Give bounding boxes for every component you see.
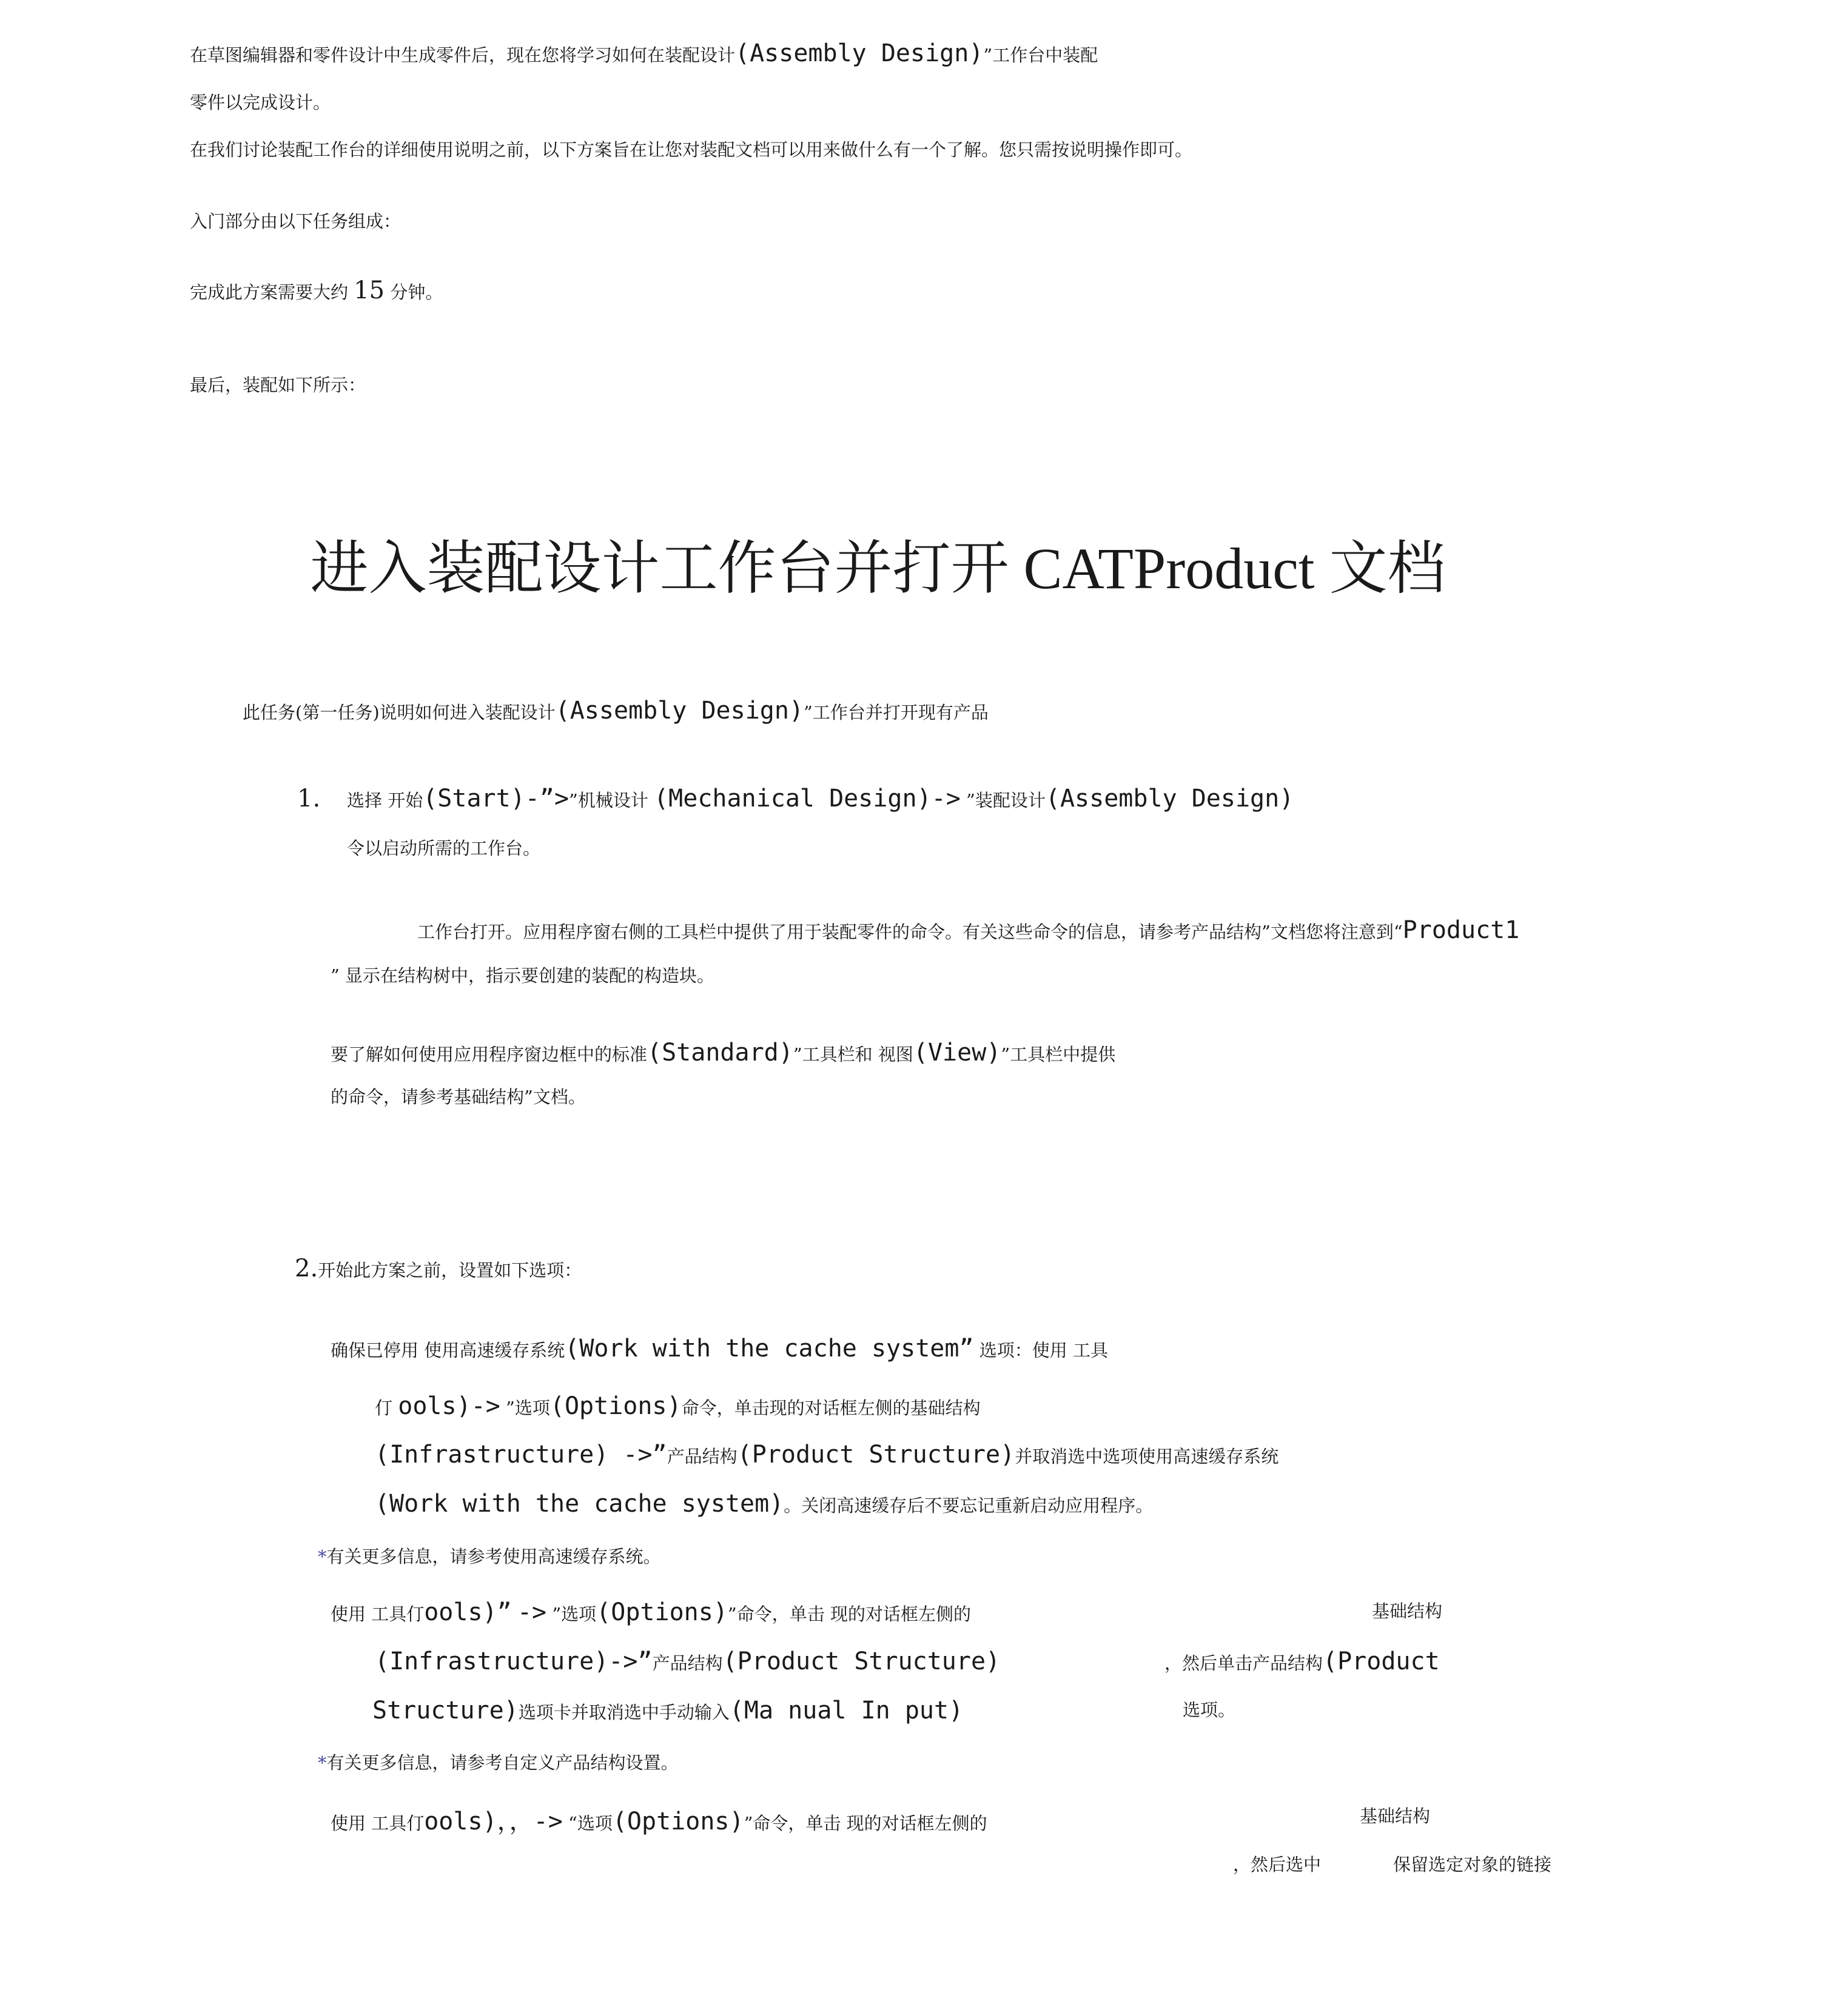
product1-label: Product1 bbox=[1402, 916, 1520, 944]
cache-system-term: (Work with the cache system) bbox=[375, 1490, 784, 1518]
tools-term: ools)-> bbox=[398, 1392, 500, 1420]
tools-term: ools)，，-> bbox=[424, 1808, 563, 1835]
step-2-intro: 开始此方案之前，设置如下选项： bbox=[318, 1260, 582, 1281]
option-2-line-3 bbox=[372, 1696, 963, 1725]
option-3-line-1 bbox=[331, 1807, 987, 1836]
note-marker: * bbox=[318, 1752, 327, 1773]
step-2-heading bbox=[295, 1254, 582, 1283]
view-toolbar-term: (View) bbox=[913, 1039, 1001, 1067]
step-text: 要了解如何使用应用程序窗边框中的标准 bbox=[331, 1044, 648, 1065]
step-1-para-2-line-2: 的命令，请参考基础结构”文档。 bbox=[331, 1087, 586, 1107]
step-1-number: 1. bbox=[297, 785, 321, 813]
menu-assembly-design: (Assembly Design) bbox=[1045, 785, 1294, 813]
step-text: 选择 开始 bbox=[347, 790, 423, 811]
step-text: ”工具栏和 视图 bbox=[793, 1044, 913, 1065]
intro-line-6: 最后，装配如下所示： bbox=[190, 375, 366, 395]
intro-line-2: 零件以完成设计。 bbox=[190, 92, 331, 113]
menu-start: (Start)-”> bbox=[423, 785, 570, 813]
note-text: 有关更多信息，请参考自定义产品结构设置。 bbox=[326, 1752, 679, 1773]
option-text: ”命令，单击 现的对话框左侧的 bbox=[744, 1813, 987, 1834]
step-1-para-1-line-2: ” 显示在结构树中，指示要创建的装配的构造块。 bbox=[331, 965, 715, 986]
options-term: (Options) bbox=[596, 1598, 728, 1626]
option-text: ，然后单击产品结构 bbox=[1164, 1653, 1323, 1674]
option-1-line-2 bbox=[375, 1392, 981, 1421]
product-structure-term: (Product bbox=[1323, 1647, 1440, 1675]
option-text: 并取消选中选项使用高速缓存系统 bbox=[1015, 1446, 1279, 1467]
intro-text: 分钟。 bbox=[390, 282, 443, 303]
step-1-para-2 bbox=[331, 1038, 1115, 1067]
option-text: ”选项 bbox=[506, 1398, 550, 1418]
option-2-line-1 bbox=[331, 1598, 971, 1627]
option-text: 产品结构 bbox=[652, 1653, 723, 1674]
desc-text: ”工作台并打开现有产品 bbox=[804, 702, 989, 723]
note-text: 有关更多信息，请参考使用高速缓存系统。 bbox=[326, 1546, 661, 1567]
option-3-line-2: ，然后选中 bbox=[1233, 1854, 1322, 1875]
step-text: ”工具栏中提供 bbox=[1001, 1044, 1116, 1065]
standard-toolbar-term: (Standard) bbox=[647, 1039, 793, 1067]
infrastructure-term: (Infrastructure) ->” bbox=[375, 1441, 667, 1469]
desc-term: (Assembly Design) bbox=[555, 697, 804, 725]
option-2-line-2-right bbox=[1164, 1647, 1440, 1676]
option-2-note bbox=[318, 1752, 679, 1774]
option-1-line-1 bbox=[331, 1334, 1108, 1363]
option-3-line-2-right: 保留选定对象的链接 bbox=[1393, 1854, 1552, 1875]
option-3-right-1: 基础结构 bbox=[1360, 1806, 1431, 1826]
option-text: 确保已停用 使用高速缓存系统 bbox=[331, 1340, 565, 1361]
option-text: 使用 工具仃 bbox=[331, 1813, 425, 1834]
intro-term-assembly-design: (Assembly Design) bbox=[735, 39, 984, 67]
step-1-para-1 bbox=[417, 916, 1519, 945]
tools-term: ools)” bbox=[424, 1598, 512, 1626]
options-term: (Options) bbox=[612, 1808, 744, 1835]
desc-text: 此任务(第一任务)说明如何进入装配设计 bbox=[243, 702, 556, 723]
menu-mechanical-design: (Mechanical Design)-> bbox=[654, 785, 961, 813]
step-2-number: 2. bbox=[295, 1255, 318, 1282]
option-text: ”选项 bbox=[552, 1604, 597, 1624]
duration-minutes: 15 bbox=[354, 277, 385, 304]
product-structure-term: (Product Structure) bbox=[737, 1441, 1015, 1469]
intro-text: ”工作台中装配 bbox=[983, 45, 1098, 65]
intro-line-4: 入门部分由以下任务组成： bbox=[190, 211, 402, 232]
intro-line-5 bbox=[190, 276, 443, 305]
option-text: 产品结构 bbox=[667, 1446, 738, 1467]
cache-system-term: (Work with the cache system” bbox=[565, 1335, 974, 1362]
option-text: 命令，单击现的对话框左侧的基础结构 bbox=[681, 1398, 981, 1418]
step-1-line-2: 令以启动所需的工作台。 bbox=[347, 838, 541, 859]
option-text: 。关闭高速缓存后不要忘记重新启动应用程序。 bbox=[784, 1495, 1154, 1516]
option-2-line-2 bbox=[375, 1647, 1000, 1676]
step-text: ”装配设计 bbox=[966, 790, 1046, 811]
option-1-line-4 bbox=[375, 1489, 1153, 1518]
option-text: 仃 bbox=[375, 1398, 393, 1418]
option-text: 选项：使用 工具 bbox=[979, 1340, 1108, 1361]
option-2-right-1: 基础结构 bbox=[1372, 1601, 1443, 1621]
option-1-note bbox=[318, 1546, 661, 1567]
option-text: “选项 bbox=[568, 1813, 613, 1834]
arrow: -> bbox=[517, 1598, 547, 1626]
section-description bbox=[243, 696, 989, 725]
section-title: 进入装配设计工作台并打开 CATProduct 文档 bbox=[310, 536, 1446, 601]
options-term: (Options) bbox=[549, 1392, 682, 1420]
intro-line-3: 在我们讨论装配工作台的详细使用说明之前，以下方案旨在让您对装配文档可以用来做什么有一个了解。您只需按说明操作即可。 bbox=[190, 139, 1193, 160]
note-marker: * bbox=[318, 1546, 327, 1567]
step-1-line-1 bbox=[347, 784, 1294, 813]
option-text: ”命令，单击 现的对话框左侧的 bbox=[727, 1604, 971, 1624]
intro-text: 在草图编辑器和零件设计中生成零件后，现在您将学习如何在装配设计 bbox=[190, 45, 736, 65]
option-text: 使用 工具仃 bbox=[331, 1604, 425, 1624]
infrastructure-term: (Infrastructure)->” bbox=[375, 1647, 653, 1675]
product-structure-term: Structure) bbox=[372, 1697, 519, 1724]
step-text: 工作台打开。应用程序窗右侧的工具栏中提供了用于装配零件的命令。有关这些命令的信息，请参考产品结构”文档您将注意到“ bbox=[417, 922, 1403, 942]
intro-line-1 bbox=[190, 39, 1098, 68]
option-2-line-3-right: 选项。 bbox=[1183, 1700, 1236, 1720]
option-1-line-3 bbox=[375, 1440, 1278, 1469]
option-text: 选项卡并取消选中手动输入 bbox=[518, 1702, 730, 1723]
intro-text: 完成此方案需要大约 bbox=[190, 282, 349, 303]
step-text: ”机械设计 bbox=[569, 790, 648, 811]
manual-input-term: (Ma nual In put) bbox=[729, 1697, 964, 1724]
product-structure-term: (Product Structure) bbox=[722, 1647, 1001, 1675]
